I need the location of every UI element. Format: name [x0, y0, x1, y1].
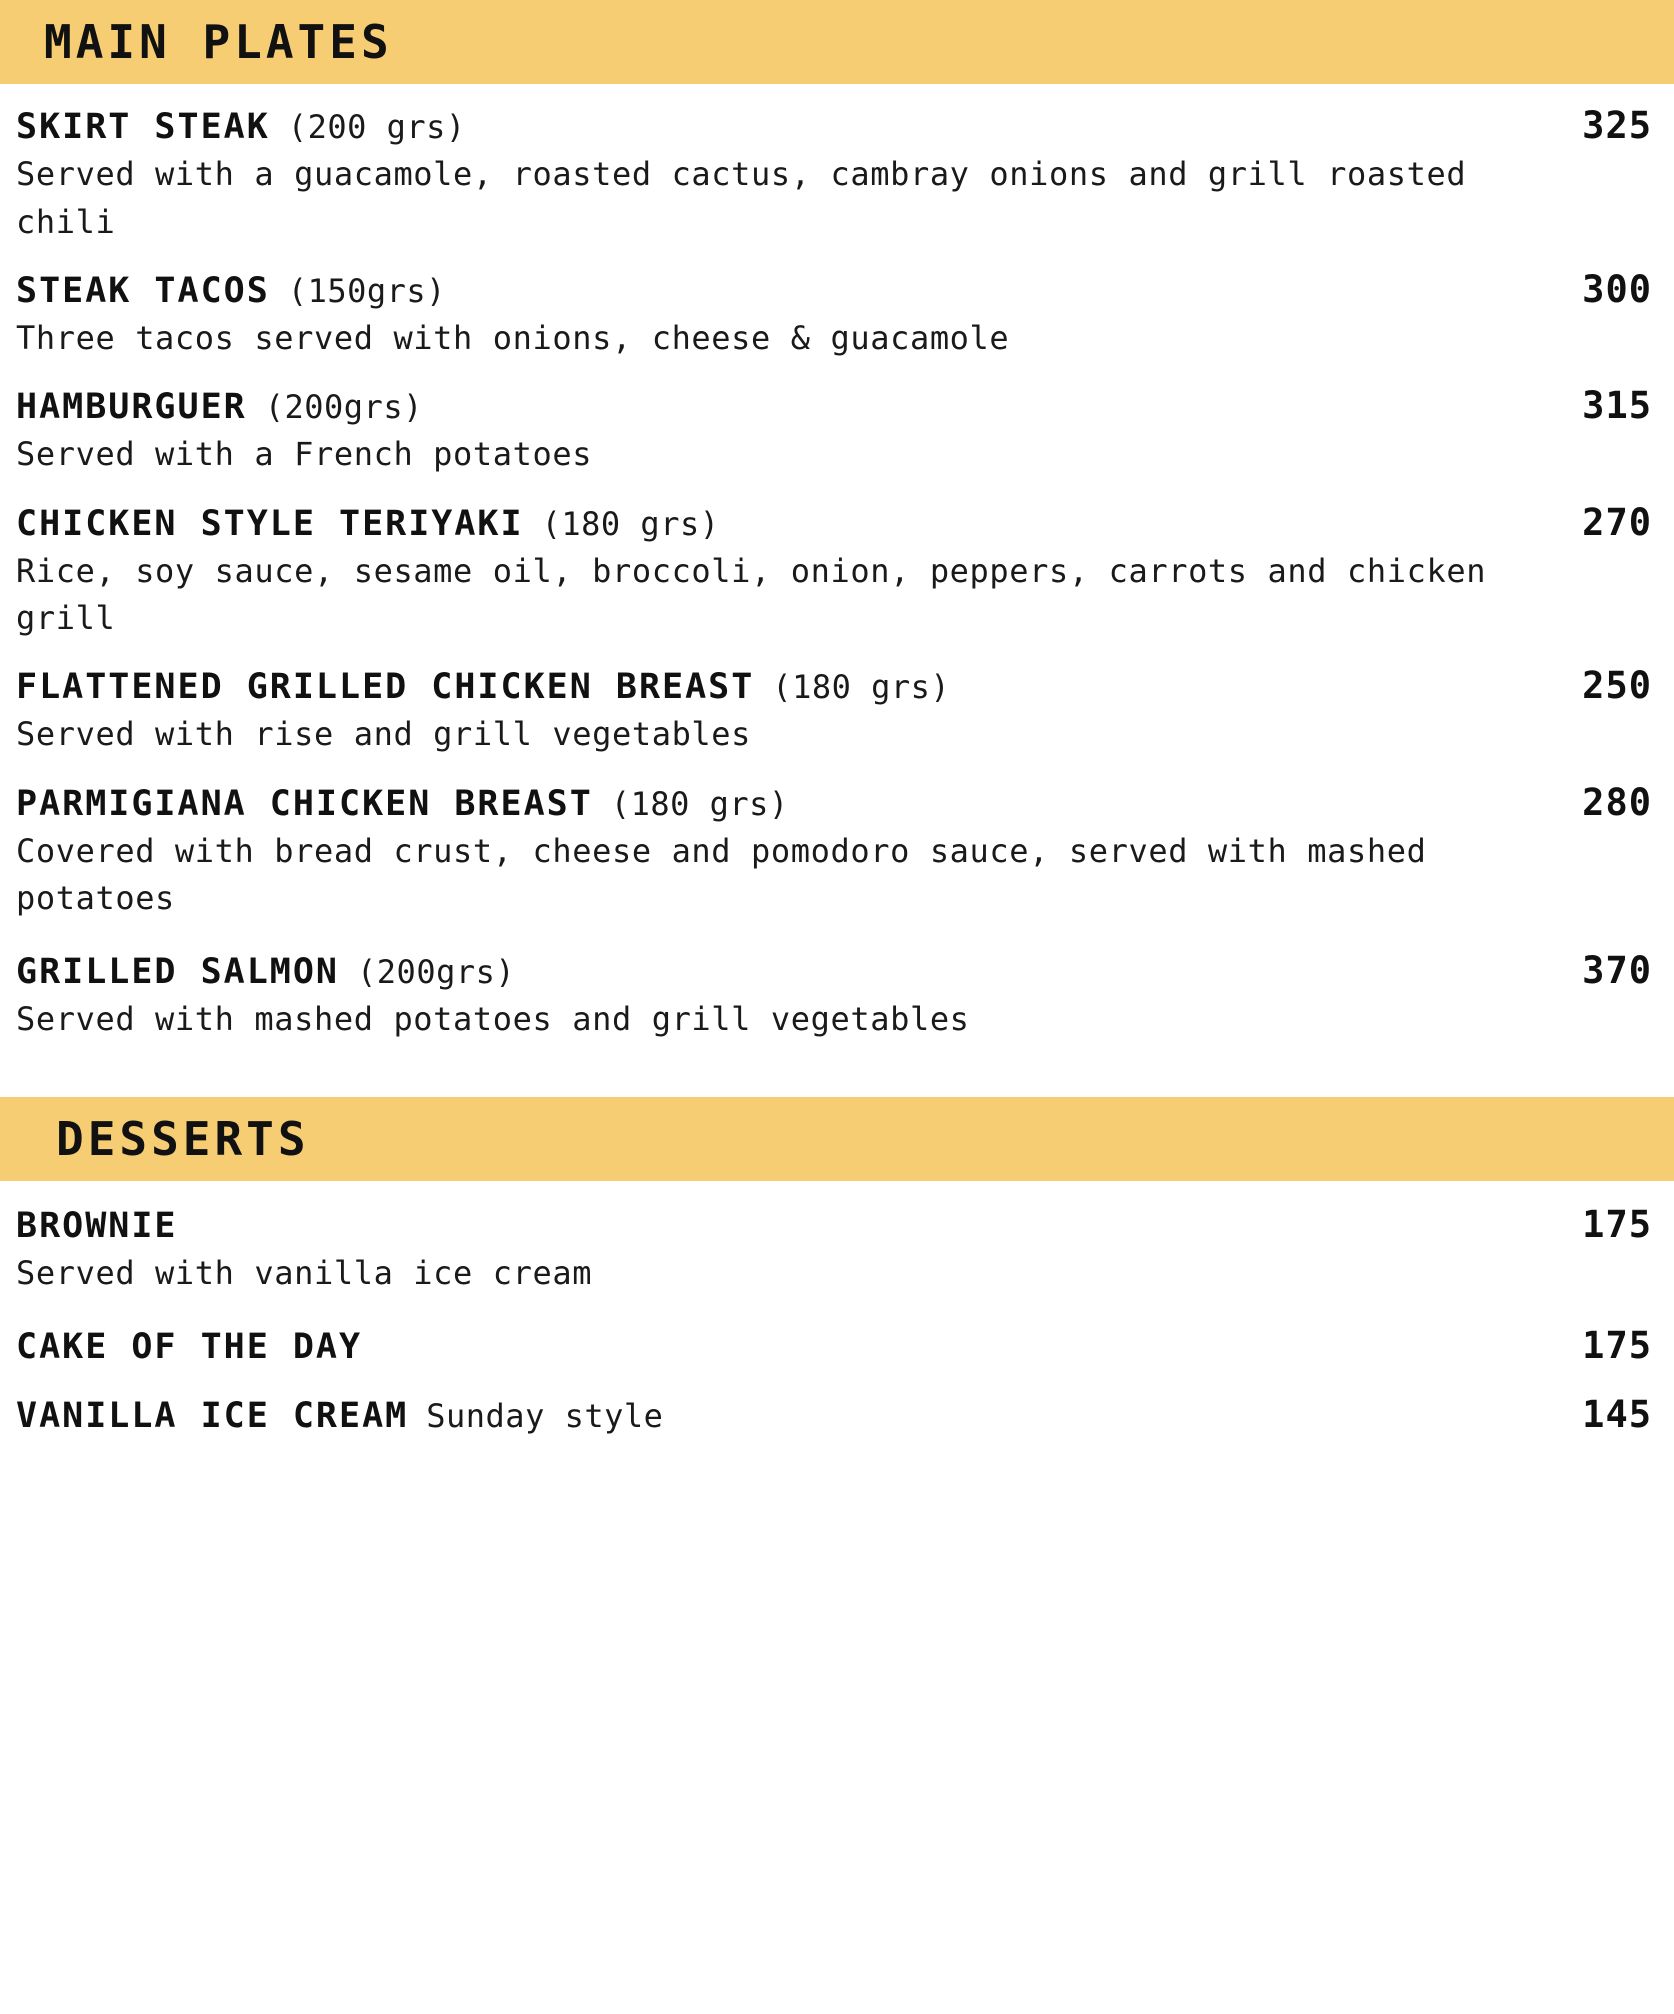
menu-item-description: Served with vanilla ice cream: [16, 1254, 593, 1293]
menu-item-price: 280: [1582, 780, 1652, 824]
menu-item-heading: [16, 1396, 1558, 1436]
menu-item-row: [16, 949, 1652, 992]
menu-item-heading: [16, 271, 1558, 311]
menu-item-description: Three tacos served with onions, cheese & guacamole: [16, 319, 1010, 358]
menu-item-name: PARMIGIANA CHICKEN BREAST: [16, 783, 593, 824]
menu-item-price: 270: [1582, 500, 1652, 544]
menu-item-price: 175: [1582, 1203, 1652, 1247]
section-title: MAIN PLATES: [44, 15, 393, 69]
menu-item-price: 315: [1582, 384, 1652, 428]
menu-item-row: [16, 384, 1652, 427]
menu-item-row: [16, 104, 1652, 147]
menu-item: [16, 104, 1652, 246]
menu-item-heading: [16, 1206, 1558, 1246]
menu-item-row: [16, 501, 1652, 544]
menu-item-description: Served with a guacamole, roasted cactus, cambray onions and grill roasted chili: [16, 155, 1467, 241]
menu-item-name: SKIRT STEAK: [16, 107, 270, 148]
menu-items-main-plates: [0, 84, 1674, 1043]
menu-item-heading: [16, 504, 1558, 544]
menu-item: [16, 1203, 1652, 1297]
section-header-main-plates: [0, 0, 1674, 84]
menu-item-description: Covered with bread crust, cheese and pomodoro sauce, served with mashed potatoes: [16, 831, 1427, 918]
menu-item-name: HAMBURGUER: [16, 387, 247, 428]
menu-item-row: [16, 1393, 1652, 1436]
menu-item-price: 250: [1582, 664, 1652, 708]
menu-item-price: 175: [1582, 1323, 1652, 1367]
menu-item-heading: [16, 1327, 1558, 1367]
menu-item-heading: [16, 952, 1558, 992]
menu-item: [16, 781, 1652, 923]
menu-item: [16, 664, 1652, 758]
menu-item-name: VANILLA ICE CREAM: [16, 1395, 409, 1436]
menu-item: [16, 1324, 1652, 1367]
menu-item-description: Served with mashed potatoes and grill vegetables: [16, 999, 970, 1038]
menu-item-price: 370: [1582, 948, 1652, 992]
menu-item-name: BROWNIE: [16, 1206, 178, 1247]
menu-item-name: FLATTENED GRILLED CHICKEN BREAST: [16, 667, 755, 708]
menu-item-description: Rice, soy sauce, sesame oil, broccoli, onion, peppers, carrots and chicken grill: [16, 551, 1487, 638]
menu-item-quantity: (180 grs): [610, 784, 789, 823]
menu-item-note: Sunday style: [426, 1396, 664, 1435]
menu-item-name: CAKE OF THE DAY: [16, 1326, 363, 1367]
menu-item-quantity: (180 grs): [541, 504, 720, 543]
menu-items-desserts: [0, 1181, 1674, 1435]
menu-item-row: [16, 781, 1652, 824]
menu-item-quantity: (200grs): [264, 388, 423, 427]
menu-item-price: 300: [1582, 268, 1652, 312]
menu-item: [16, 268, 1652, 362]
menu-item-name: GRILLED SALMON: [16, 951, 340, 992]
menu-item-price: 145: [1582, 1392, 1652, 1436]
section-header-desserts: [0, 1097, 1674, 1181]
menu-item-name: STEAK TACOS: [16, 271, 270, 312]
menu-section-desserts: [0, 1097, 1674, 1436]
menu-item-heading: [16, 667, 1558, 707]
menu-item-quantity: (200 grs): [287, 108, 466, 147]
menu-item-heading: [16, 784, 1558, 824]
menu-item-row: [16, 1203, 1652, 1246]
menu-item-heading: [16, 107, 1558, 147]
menu-item-description: Served with a French potatoes: [16, 435, 593, 474]
menu-item-quantity: (200grs): [357, 952, 516, 991]
section-title: DESSERTS: [56, 1111, 310, 1166]
menu-item: [16, 501, 1652, 643]
menu-item-row: [16, 664, 1652, 707]
menu-item: [16, 949, 1652, 1043]
menu-item-description: Served with rise and grill vegetables: [16, 715, 752, 754]
menu-item-quantity: (180 grs): [772, 668, 951, 707]
menu-item-heading: [16, 387, 1558, 427]
menu-item-price: 325: [1582, 104, 1652, 148]
menu-item: [16, 1393, 1652, 1436]
menu-item-quantity: (150grs): [287, 272, 446, 311]
spacer: [16, 923, 1652, 949]
menu-item: [16, 384, 1652, 478]
menu-item-name: CHICKEN STYLE TERIYAKI: [16, 503, 524, 544]
menu-item-row: [16, 268, 1652, 311]
menu-item-row: [16, 1324, 1652, 1367]
